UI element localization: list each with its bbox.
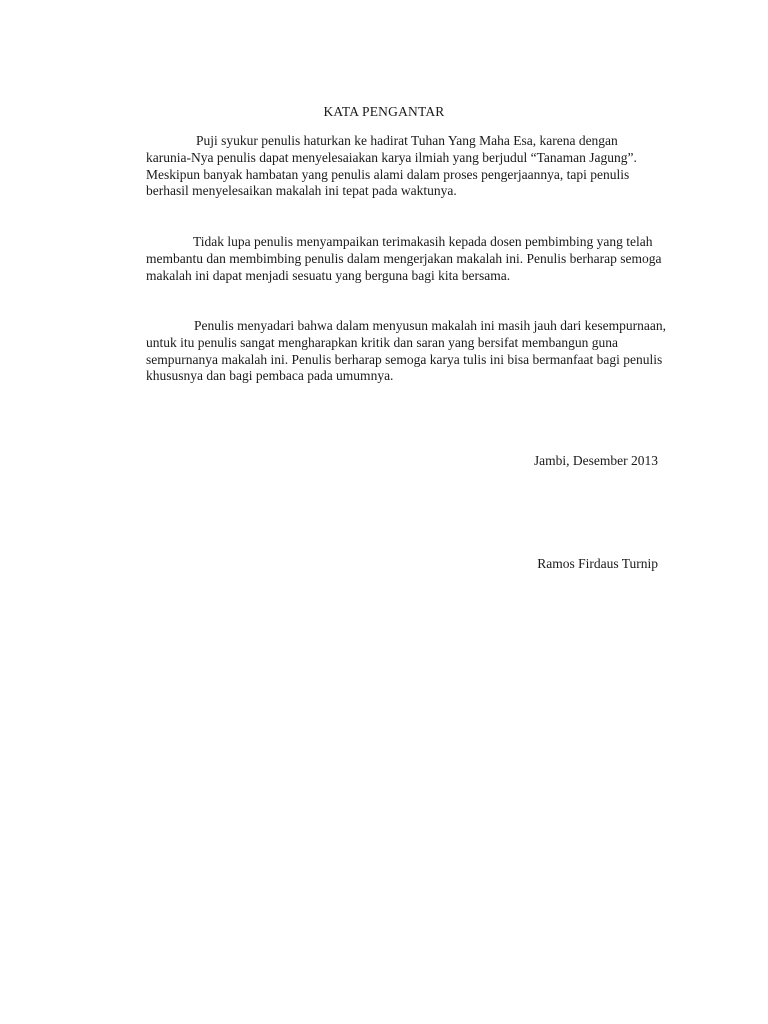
paragraph-2: Tidak lupa penulis menyampaikan terimakasih kepada dosen pembimbing yang telah membantu dan membimbing penulis dalam mengerjakan makalah ini. Penulis berharap semoga makalah ini dapat menjadi sesuatu yang berguna bagi kita bersama. xyxy=(146,234,662,283)
place-and-date: Jambi, Desember 2013 xyxy=(533,453,658,468)
document-title: KATA PENGANTAR xyxy=(323,104,445,119)
author-name: Ramos Firdaus Turnip xyxy=(537,556,658,571)
paragraph-3: Penulis menyadari bahwa dalam menyusun makalah ini masih jauh dari kesempurnaan, untuk itu penulis sangat mengharapkan kritik dan saran yang bersifat membangun guna sempurnanya makalah ini. Penulis berharap semoga karya tulis ini bisa bermanfaat bagi penulis khususnya dan bagi pembaca pada umumnya. xyxy=(146,318,666,384)
paragraph-1: Puji syukur penulis haturkan ke hadirat Tuhan Yang Maha Esa, karena dengan karunia-Nya penulis dapat menyelesaiakan karya ilmiah yang berjudul “Tanaman Jagung”. Meskipun banyak hambatan yang penulis alami dalam proses pengerjaannya, tapi penulis berhasil menyelesaikan makalah ini tepat pada waktunya. xyxy=(146,133,637,199)
